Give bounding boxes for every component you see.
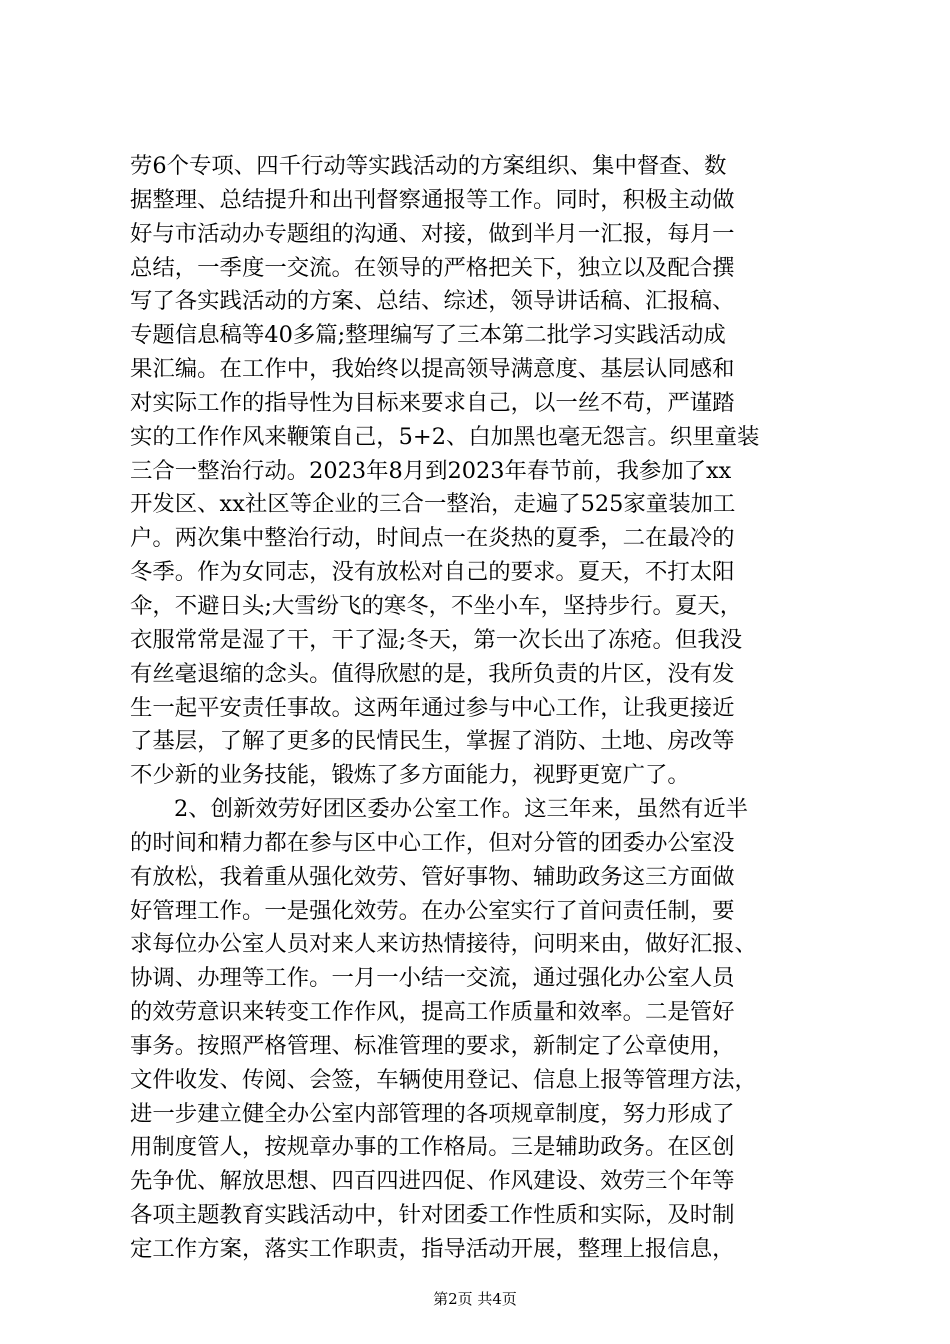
text-line: 劳6个专项、四千行动等实践活动的方案组织、集中督查、数 bbox=[130, 153, 727, 179]
text-line: 果汇编。在工作中，我始终以提高领导满意度、基层认同感和 bbox=[130, 356, 735, 383]
text-line: 事务。按照严格管理、标准管理的要求，新制定了公章使用， bbox=[130, 1032, 735, 1059]
text-line: 有丝毫退缩的念头。值得欣慰的是，我所负责的片区，没有发 bbox=[130, 660, 735, 687]
text-line: 冬季。作为女同志，没有放松对自己的要求。夏天，不打太阳 bbox=[130, 559, 735, 586]
document-body bbox=[130, 150, 830, 1267]
text-line: 了基层，了解了更多的民情民生，掌握了消防、土地、房改等 bbox=[130, 728, 735, 755]
text-line: 定工作方案，落实工作职责，指导活动开展，整理上报信息， bbox=[130, 1236, 735, 1262]
paragraph-2 bbox=[130, 793, 830, 1267]
text-line: 进一步建立健全办公室内部管理的各项规章制度，努力形成了 bbox=[130, 1100, 735, 1127]
text-line: 生一起平安责任事故。这两年通过参与中心工作，让我更接近 bbox=[130, 694, 735, 721]
text-line: 各项主题教育实践活动中，针对团委工作性质和实际，及时制 bbox=[130, 1202, 735, 1229]
text-line: 衣服常常是湿了干，干了湿;冬天，第一次长出了冻疮。但我没 bbox=[130, 626, 743, 653]
text-line: 文件收发、传阅、会签，车辆使用登记、信息上报等管理方法， bbox=[130, 1066, 757, 1093]
page-footer bbox=[0, 1288, 950, 1309]
text-line: 开发区、xx社区等企业的三合一整治，走遍了525家童装加工 bbox=[130, 491, 736, 518]
text-line: 的时间和精力都在参与区中心工作，但对分管的团委办公室没 bbox=[130, 829, 735, 856]
text-line: 三合一整治行动。2023年8月到2023年春节前，我参加了xx bbox=[130, 457, 732, 484]
text-line: 好管理工作。一是强化效劳。在办公室实行了首问责任制，要 bbox=[130, 897, 735, 924]
paragraph-1 bbox=[130, 150, 830, 793]
text-line: 专题信息稿等40多篇;整理编写了三本第二批学习实践活动成 bbox=[130, 322, 726, 349]
text-line: 伞，不避日头;大雪纷飞的寒冬，不坐小车，坚持步行。夏天， bbox=[130, 592, 743, 619]
text-line: 有放松，我着重从强化效劳、管好事物、辅助政务这三方面做 bbox=[130, 863, 735, 890]
text-line: 户。两次集中整治行动，时间点一在炎热的夏季，二在最冷的 bbox=[130, 525, 735, 552]
text-line: 写了各实践活动的方案、总结、综述，领导讲话稿、汇报稿、 bbox=[130, 288, 735, 315]
text-line: 对实际工作的指导性为目标来要求自己，以一丝不苟，严谨踏 bbox=[130, 389, 735, 416]
text-line: 不少新的业务技能，锻炼了多方面能力，视野更宽广了。 bbox=[130, 762, 690, 789]
page-number: 第2页 共4页 bbox=[433, 1290, 517, 1308]
text-line: 协调、办理等工作。一月一小结一交流，通过强化办公室人员 bbox=[130, 965, 735, 992]
text-line: 实的工作作风来鞭策自己，5+2、白加黑也毫无怨言。织里童装 bbox=[130, 423, 760, 450]
text-line: 的效劳意识来转变工作作风，提高工作质量和效率。二是管好 bbox=[130, 999, 735, 1026]
text-line: 2、创新效劳好团区委办公室工作。这三年来，虽然有近半 bbox=[174, 796, 749, 823]
text-line: 先争优、解放思想、四百四进四促、作风建设、效劳三个年等 bbox=[130, 1168, 735, 1195]
text-line: 用制度管人，按规章办事的工作格局。三是辅助政务。在区创 bbox=[130, 1134, 735, 1161]
text-line: 据整理、总结提升和出刊督察通报等工作。同时，积极主动做 bbox=[130, 186, 735, 213]
text-line: 求每位办公室人员对来人来访热情接待，问明来由，做好汇报、 bbox=[130, 931, 757, 958]
text-line: 好与市活动办专题组的沟通、对接，做到半月一汇报，每月一 bbox=[130, 220, 735, 247]
text-line: 总结，一季度一交流。在领导的严格把关下，独立以及配合撰 bbox=[130, 254, 735, 281]
